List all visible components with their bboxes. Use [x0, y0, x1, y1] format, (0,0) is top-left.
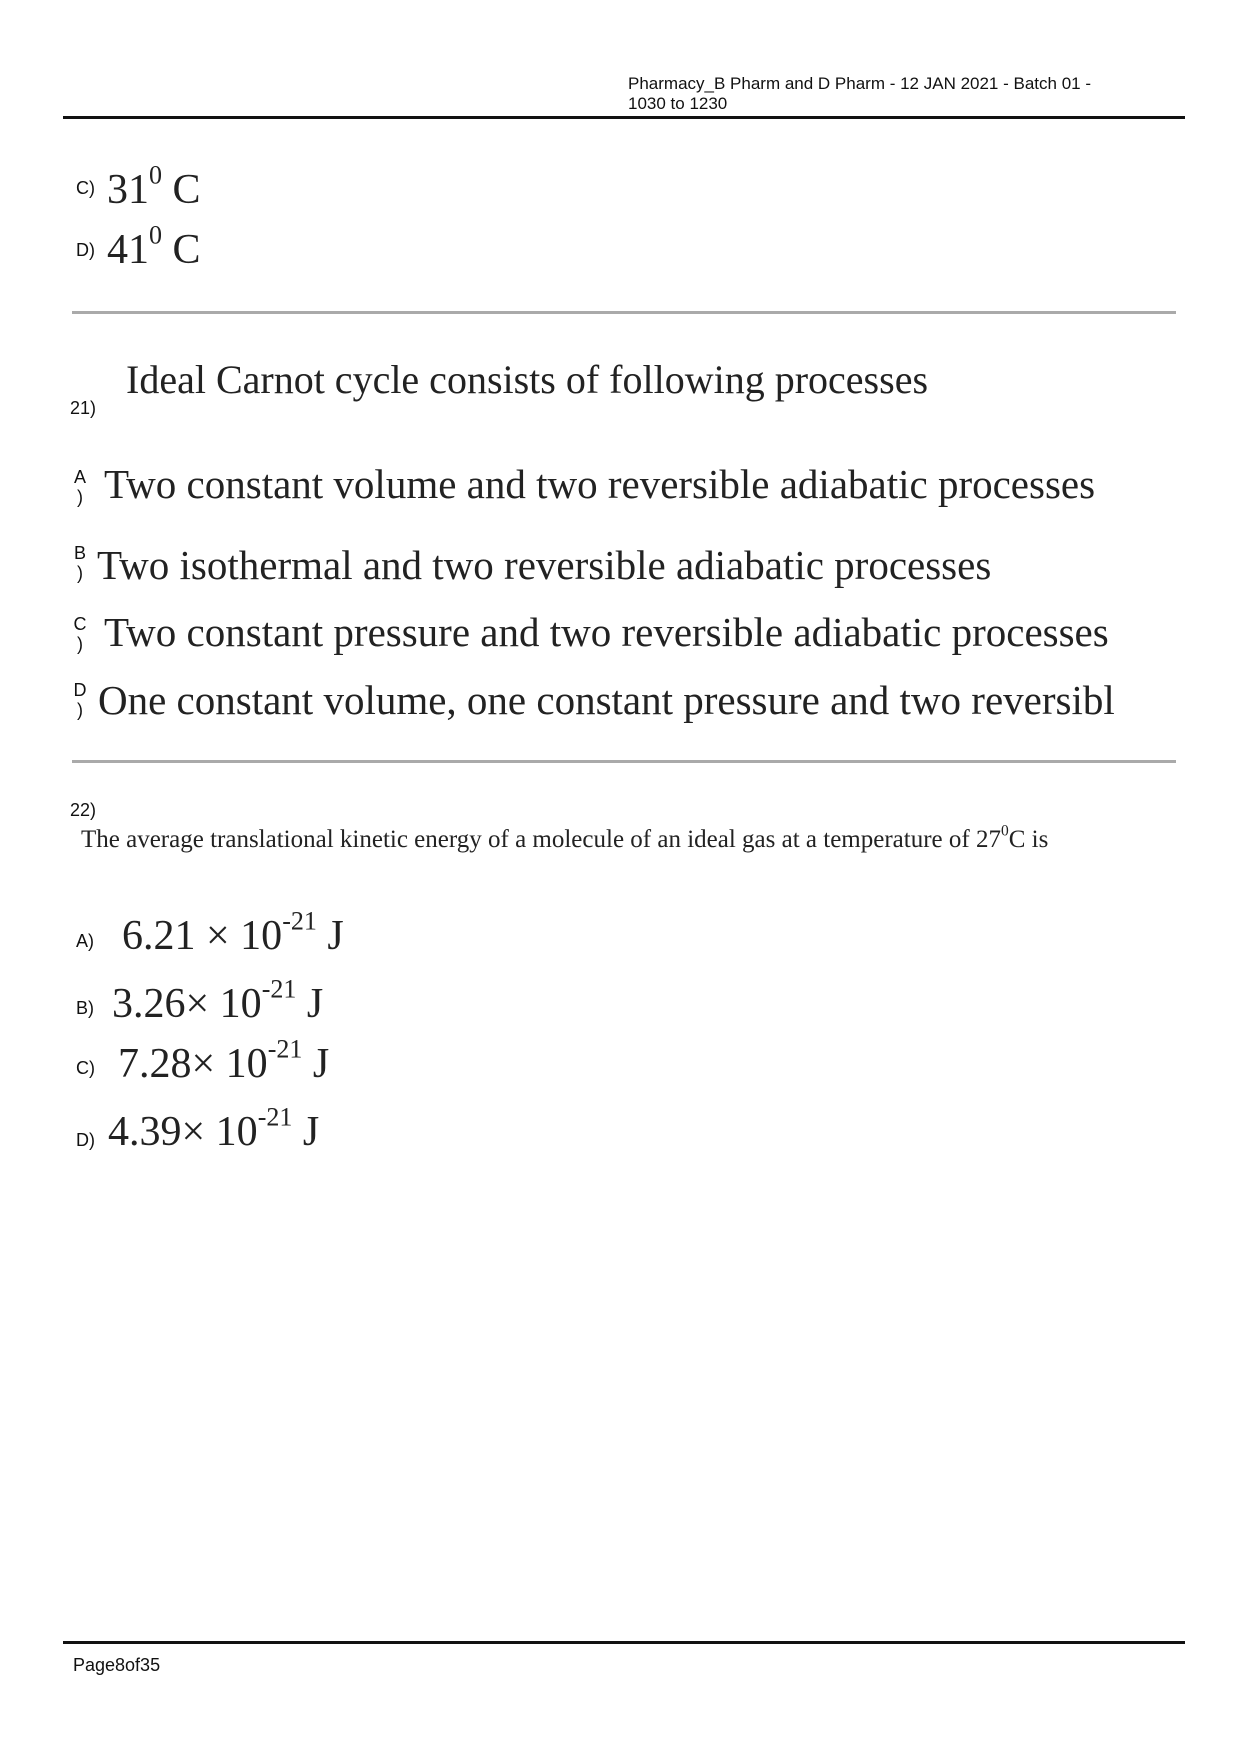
option-paren: )	[77, 487, 83, 507]
option-label: C)	[76, 1058, 95, 1078]
option-label: D)	[76, 1130, 95, 1150]
option-label	[73, 680, 87, 720]
option-mantissa: 6.21 × 10	[122, 913, 283, 959]
option-text: Two constant volume and two reversible adiabatic processes	[104, 461, 1096, 507]
option-superscript: 0	[149, 160, 163, 190]
footer-rule	[63, 1641, 1185, 1644]
option-mantissa: 4.39× 10	[108, 1109, 258, 1155]
option-text	[107, 160, 201, 214]
option-letter: A	[73, 467, 86, 487]
option-unit: J	[292, 1109, 320, 1155]
option-value: 31	[107, 167, 149, 213]
option-unit: C	[162, 167, 201, 213]
header-rule	[63, 116, 1185, 119]
stem-text: The average translational kinetic energy of a molecule of an ideal gas at a temperature of 27	[81, 826, 1001, 853]
option-text: One constant volume, one constant pressure and two reversibl	[98, 677, 1115, 723]
option-unit: J	[302, 1041, 330, 1087]
option-exponent: -21	[282, 906, 317, 936]
option-text	[107, 220, 201, 274]
option-label: D)	[76, 240, 95, 260]
option-label	[73, 467, 87, 507]
page-header	[628, 74, 1148, 114]
option-text: Two isothermal and two reversible adiabatic processes	[97, 542, 992, 588]
stem-text-end: C is	[1008, 826, 1049, 853]
page-number: Page8of35	[73, 1655, 161, 1675]
option-letter: D	[73, 680, 87, 700]
option-exponent: -21	[267, 1034, 303, 1064]
option-paren: )	[77, 634, 83, 654]
option-text	[122, 906, 344, 960]
option-paren: )	[77, 700, 83, 720]
option-letter: C	[73, 614, 87, 634]
option-label: B)	[76, 998, 94, 1018]
option-superscript: 0	[149, 220, 163, 250]
question-number: 22)	[70, 800, 97, 820]
option-text: Two constant pressure and two reversible adiabatic processes	[104, 609, 1109, 655]
option-label: C)	[76, 178, 95, 198]
stem-superscript: 0	[1000, 822, 1009, 840]
option-label: A)	[76, 931, 94, 951]
question-stem	[81, 822, 1049, 854]
question-separator	[72, 760, 1176, 763]
question-separator	[72, 311, 1176, 314]
option-text	[108, 1102, 320, 1156]
option-exponent: -21	[257, 1102, 293, 1132]
option-label	[73, 543, 87, 583]
option-mantissa: 7.28× 10	[118, 1041, 268, 1087]
option-label	[73, 614, 87, 654]
question-stem: Ideal Carnot cycle consists of following processes	[126, 357, 929, 402]
option-text	[112, 974, 324, 1028]
header-line-2: 1030 to 1230	[628, 94, 728, 113]
option-value: 41	[107, 227, 149, 273]
header-line-1: Pharmacy_B Pharm and D Pharm - 12 JAN 2021 - Batch 01 -	[628, 74, 1091, 93]
option-letter: B	[73, 543, 86, 563]
option-paren: )	[77, 563, 83, 583]
option-text	[118, 1034, 330, 1088]
option-mantissa: 3.26× 10	[112, 981, 262, 1027]
option-unit: J	[316, 913, 344, 959]
option-unit: J	[296, 981, 324, 1027]
option-exponent: -21	[261, 974, 297, 1004]
question-number: 21)	[70, 398, 97, 418]
option-unit: C	[162, 227, 201, 273]
